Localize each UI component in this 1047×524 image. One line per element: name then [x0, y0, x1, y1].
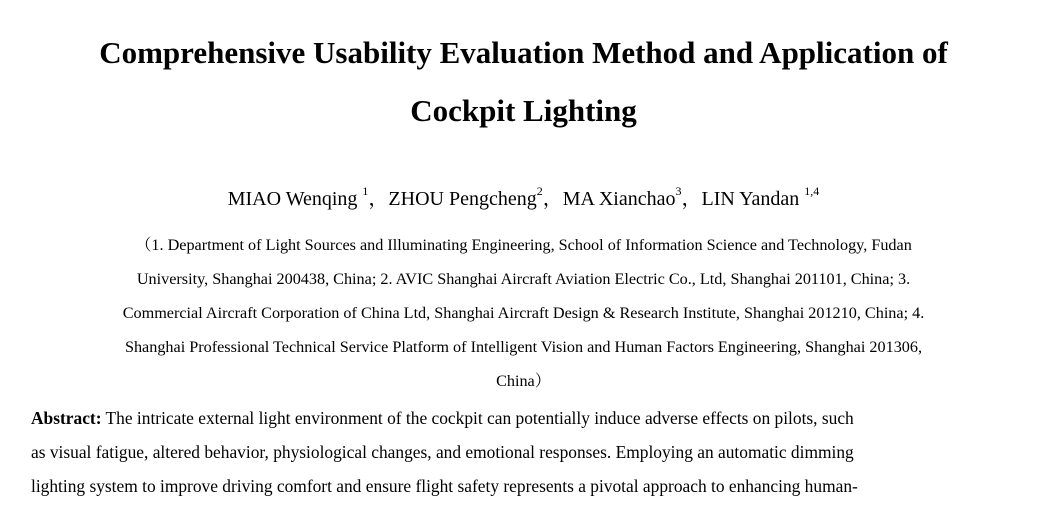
author-list [0, 186, 1047, 212]
abstract-line: lighting system to improve driving comfort and ensure flight safety represents a pivotal approach to enhancing human- [31, 476, 858, 496]
author-affiliation-mark: 2 [536, 184, 543, 199]
author-separator: ， [542, 188, 563, 210]
affiliation-line: （1. Department of Light Sources and Illuminating Engineering, School of Information Science and Technology, Fudan [135, 236, 912, 254]
affiliation-line: China） [496, 372, 551, 390]
abstract-line: as visual fatigue, altered behavior, physiological changes, and emotional responses. Employing an automatic dimming [31, 442, 854, 462]
author-name: MA Xianchao [562, 188, 676, 210]
abstract-line [31, 407, 854, 429]
author-affiliation-mark: 3 [675, 184, 682, 199]
author-name: LIN Yandan [701, 188, 805, 210]
author-name: MIAO Wenqing [227, 188, 363, 210]
affiliation-line: Commercial Aircraft Corporation of China Ltd, Shanghai Aircraft Design & Research Institute, Shanghai 201210, China; 4. [122, 304, 925, 322]
author-separator: ， [368, 188, 389, 210]
affiliation-line: University, Shanghai 200438, China; 2. AVIC Shanghai Aircraft Aviation Electric Co., Ltd, Shanghai 201101, China; 3. [136, 270, 911, 288]
author-separator: ， [681, 188, 702, 210]
author-name: ZHOU Pengcheng [388, 188, 537, 210]
paper-title-line-1: Comprehensive Usability Evaluation Method and Application of [99, 35, 948, 70]
abstract-text: The intricate external light environment of the cockpit can potentially induce adverse effects on pilots, such [101, 408, 854, 428]
author-affiliation-mark: 1,4 [804, 184, 820, 199]
paper-title-line-2: Cockpit Lighting [410, 93, 637, 128]
author-affiliation-mark: 1 [362, 184, 369, 199]
affiliation-line: Shanghai Professional Technical Service Platform of Intelligent Vision and Human Factors Engineering, Shanghai 201306, [124, 338, 923, 356]
abstract-label: Abstract: [31, 408, 102, 428]
